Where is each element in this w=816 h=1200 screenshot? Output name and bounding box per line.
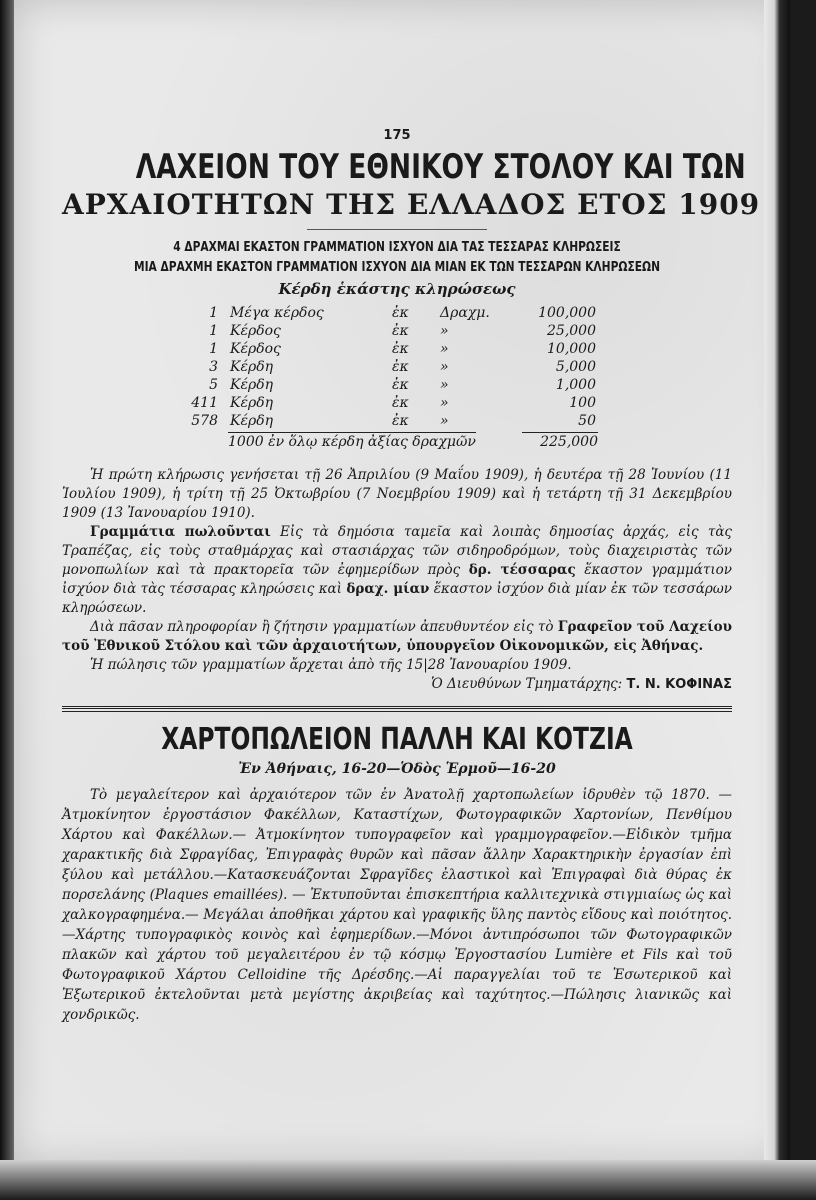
ticket-price-four: δρ. τέσσαρας bbox=[468, 562, 576, 578]
prize-count: 578 bbox=[191, 413, 218, 429]
prize-label: Κέρδος bbox=[230, 341, 281, 357]
prizes-heading: Κέρδη ἑκάστης κληρώσεως bbox=[278, 280, 516, 298]
prize-row bbox=[168, 322, 602, 340]
lottery-title-line-1: ΛΑΧΕΙΟΝ ΤΟΥ ΕΘΝΙΚΟΥ ΣΤΟΛΟΥ ΚΑΙ ΤΩΝ bbox=[135, 147, 746, 187]
prize-ek: ἐκ bbox=[392, 341, 409, 357]
ticket-price-one: δραχ. μίαν bbox=[346, 581, 430, 597]
shop-title: ΧΑΡΤΟΠΩΛΕΙΟΝ ΠΑΛΛΗ ΚΑΙ ΚΟΤΖΙΑ bbox=[161, 722, 633, 757]
page-content bbox=[62, 128, 761, 1025]
prize-amount: 10,000 bbox=[547, 341, 596, 357]
prize-count: 3 bbox=[209, 359, 218, 375]
scan-edge-bottom bbox=[0, 1160, 816, 1200]
prize-count: 411 bbox=[191, 395, 218, 411]
prize-ek: ἐκ bbox=[392, 413, 409, 429]
prize-row bbox=[168, 412, 602, 430]
information-paragraph bbox=[62, 618, 732, 656]
prize-amount: 100,000 bbox=[538, 305, 596, 321]
prize-row bbox=[168, 394, 602, 412]
title-rule bbox=[307, 229, 487, 230]
prize-label: Κέρδος bbox=[230, 323, 281, 339]
prize-label: Κέρδη bbox=[230, 413, 274, 429]
ticket-sale-text-e: ἕκαστον ἰσχύον διὰ μίαν ἐκ τῶν τεσσάρων κληρώσεων. bbox=[62, 581, 732, 616]
prize-row bbox=[168, 358, 602, 376]
prize-currency: » bbox=[440, 341, 449, 357]
prize-row bbox=[168, 340, 602, 358]
prize-ek: ἐκ bbox=[392, 359, 409, 375]
total-prizes-amount: 225,000 bbox=[522, 432, 598, 450]
shop-address: Ἐν Ἀθήναις, 16-20—Ὁδὸς Ἑρμοῦ—16-20 bbox=[238, 761, 556, 777]
prize-ek: ἐκ bbox=[392, 305, 409, 321]
prize-amount: 50 bbox=[578, 413, 596, 429]
stationery-shop-advertisement bbox=[62, 722, 732, 1025]
prize-currency: Δραχμ. bbox=[440, 305, 490, 321]
sale-start-paragraph: Ἡ πώλησις τῶν γραμματίων ἄρχεται ἀπὸ τῆς 15|28 Ἰανουαρίου 1909. bbox=[90, 657, 572, 673]
prize-label: Κέρδη bbox=[230, 359, 274, 375]
prize-amount: 100 bbox=[569, 395, 596, 411]
four-draws-line: 4 ΔΡΑΧΜΑΙ ΕΚΑΣΤΟΝ ΓΡΑΜΜΑΤΙΟΝ ΙΣΧΥΟΝ ΔΙΑ ΤΑΣ ΤΕΣΣΑΡΑΣ ΚΛΗΡΩΣΕΙΣ bbox=[173, 240, 621, 255]
one-draw-line: ΜΙΑ ΔΡΑΧΜΗ ΕΚΑΣΤΟΝ ΓΡΑΜΜΑΤΙΟΝ ΙΣΧΥΟΝ ΔΙΑ ΜΙΑΝ ΕΚ ΤΩΝ ΤΕΣΣΑΡΩΝ ΚΛΗΡΩΣΕΩΝ bbox=[133, 260, 661, 275]
prize-count: 5 bbox=[209, 377, 218, 393]
prize-currency: » bbox=[440, 395, 449, 411]
prize-count: 1 bbox=[209, 341, 218, 357]
draw-dates-paragraph: Ἡ πρώτη κλήρωσις γενήσεται τῇ 26 Ἀπριλίου (9 Μαΐου 1909), ἡ δευτέρα τῇ 28 Ἰουνίου (11 Ἰουλίου 1909), ἡ τρίτη τῇ 25 Ὀκτωβρίου (7 Νοεμβρίου 1909) καὶ ἡ τετάρτη τῇ 31 Δεκεμβρίου 1909 (13 Ἰανουαρίου 1910). bbox=[62, 467, 732, 521]
prize-count: 1 bbox=[209, 305, 218, 321]
lottery-advertisement bbox=[62, 147, 761, 694]
prize-amount: 25,000 bbox=[547, 323, 596, 339]
ticket-sale-text-a: Εἰς τὰ δημόσια ταμεῖα καὶ λοιπὰς δημοσίας ἀρχάς, εἰς τὰς Τραπέζας, εἰς τοὺς σταθμάρχας καὶ στασιάρχας τῶν σιδηροδρόμων, τοὺς διαχειριστὰς τῶν μονοπωλίων καὶ τὰ πρακτορεῖα τῶν ἐφημερίδων πρὸς bbox=[62, 524, 732, 578]
adjacent-page-edge bbox=[764, 0, 790, 1164]
information-text: Διὰ πᾶσαν πληροφορίαν ἢ ζήτησιν γραμματίων ἀπευθυντέον εἰς τὸ bbox=[90, 619, 558, 635]
prizes-table bbox=[168, 304, 602, 430]
prize-label: Κέρδη bbox=[230, 377, 274, 393]
shop-description: Τὸ μεγαλείτερον καὶ ἀρχαιότερον τῶν ἐν Ἀνατολῇ χαρτοπωλείων ἱδρυθὲν τῷ 1870. —Ἀτμοκίνητον ἐργοστάσιον Φακέλλων, Καταστίχων, Φωτογραφικῶν Χαρτονίων, Πενθίμου Χάρτου καὶ Φακέλλων.— Ἀτμοκίνητον τυπογραφεῖον καὶ γραμμογραφεῖον.—Εἰδικὸν τμῆμα χαρακτικῆς διὰ Σφραγίδας, Ἐπιγραφὰς θυρῶν καὶ πᾶσαν ἄλλην Χαρακτηρικὴν ἐργασίαν ἐπὶ ξύλου καὶ μετάλλου.—Κατασκευάζονται Σφραγῖδες ἐλαστικοὶ καὶ Ἐπιγραφαὶ διὰ θύρας ἐκ πορσελάνης (Plaques emaillées). — Ἐκτυποῦνται ἐπισκεπτήρια καλλιτεχνικὰ στιγμιαίως ὡς καὶ χαλκογραφημένα.— Μεγάλαι ἀποθῆκαι χάρτου καὶ γραφικῆς ὕλης παντὸς εἴδους καὶ ποιότητος.—Χάρτης τυπογραφικὸς κοινὸς καὶ ἐφημερίδων.—Μόνοι ἀντιπρόσωποι τῶν Φωτογραφικῶν πλακῶν καὶ χάρτου τοῦ μεγαλειτέρου ἐν τῷ κόσμῳ Ἐργοστασίου Lumière et Fils καὶ τοῦ Φωτογραφικοῦ Χάρτου Celloidine τῆς Δρέσδης.—Αἱ παραγγελίαι τοῦ τε Ἐσωτερικοῦ καὶ Ἐξωτερικοῦ ἐκτελοῦνται μετὰ μεγίστης ἀκριβείας καὶ ταχύτητος.—Πώλησις λιανικῶς καὶ χονδρικῶς. bbox=[62, 787, 732, 1023]
signature bbox=[62, 675, 732, 694]
prize-count: 1 bbox=[209, 323, 218, 339]
prizes-totals bbox=[168, 430, 732, 466]
prize-currency: » bbox=[440, 377, 449, 393]
prize-label: Κέρδη bbox=[230, 395, 274, 411]
ticket-sale-lead: Γραμμάτια πωλοῦνται bbox=[90, 524, 271, 540]
lottery-office: Γραφεῖον τοῦ Λαχείου τοῦ Ἐθνικοῦ Στόλου καὶ τῶν ἀρχαιοτήτων, ὑπουργεῖον Οἰκονομικῶν, εἰς Ἀθήνας. bbox=[62, 619, 732, 654]
section-divider bbox=[62, 706, 732, 712]
ticket-sale-text-c: ἕκαστον γραμμάτιον ἰσχύον διὰ τὰς τέσσαρας κληρώσεις καὶ bbox=[62, 562, 732, 597]
prize-currency: » bbox=[440, 413, 449, 429]
document-page bbox=[14, 0, 790, 1164]
prize-amount: 5,000 bbox=[555, 359, 596, 375]
lottery-title-line-2: ΑΡΧΑΙΟΤΗΤΩΝ ΤΗΣ ΕΛΛΑΔΟΣ ΕΤΟΣ 1909 bbox=[62, 188, 761, 221]
total-prizes-label: 1000 ἐν ὅλῳ κέρδη ἀξίας δραχμῶν bbox=[228, 434, 476, 450]
prize-ek: ἐκ bbox=[392, 377, 409, 393]
prize-row bbox=[168, 304, 602, 322]
signature-name: Τ. Ν. ΚΟΦΙΝΑΣ bbox=[626, 677, 732, 692]
prize-ek: ἐκ bbox=[392, 395, 409, 411]
prize-currency: » bbox=[440, 323, 449, 339]
page-number: 175 bbox=[383, 128, 411, 143]
prize-row bbox=[168, 376, 602, 394]
prize-amount: 1,000 bbox=[555, 377, 596, 393]
ticket-sale-paragraph bbox=[62, 523, 732, 618]
prize-currency: » bbox=[440, 359, 449, 375]
signature-role: Ὁ Διευθύνων Τμηματάρχης: bbox=[431, 676, 627, 692]
prize-label: Μέγα κέρδος bbox=[230, 305, 324, 321]
prize-ek: ἐκ bbox=[392, 323, 409, 339]
